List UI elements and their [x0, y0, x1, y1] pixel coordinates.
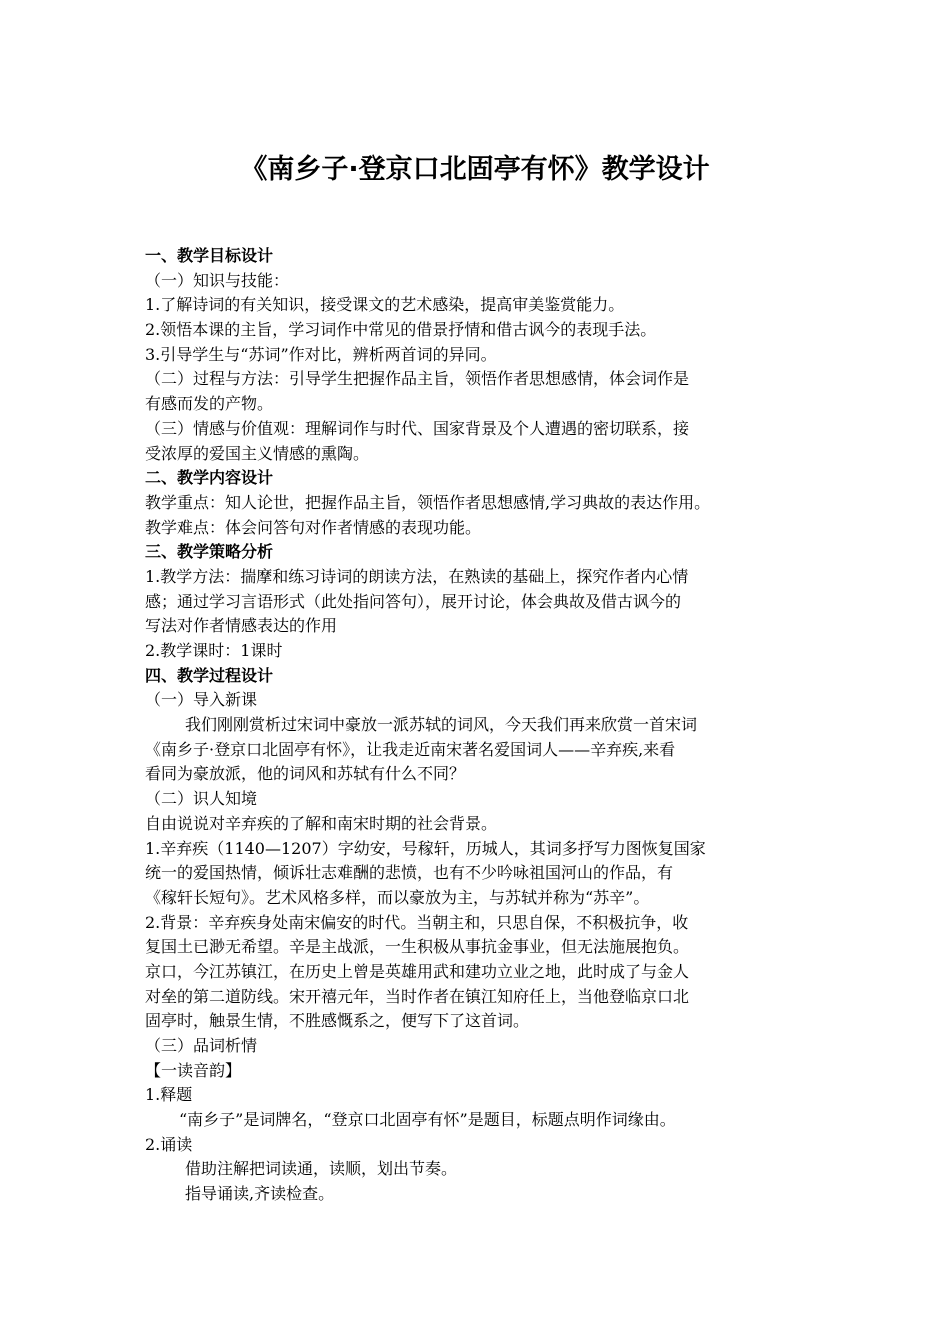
text-line: （三）情感与价值观：理解词作与时代、国家背景及个人遭遇的密切联系，接	[145, 418, 690, 438]
document-title: 《南乡子·登京口北固亭有怀》教学设计	[240, 154, 710, 185]
text-line: 感；通过学习言语形式（此处指问答句），展开讨论，体会典故及借古讽今的	[145, 591, 682, 611]
text-line: （一）知识与技能：	[145, 270, 290, 290]
text-line: 《稼轩长短句》。艺术风格多样，而以豪放为主，与苏轼并称为“苏辛”。	[145, 887, 650, 907]
text-line: 受浓厚的爱国主义情感的熏陶。	[145, 443, 370, 463]
text-line: 1.释题	[145, 1085, 193, 1105]
section-heading: 四、教学过程设计	[145, 665, 274, 685]
section-heading: 一、教学目标设计	[145, 246, 274, 265]
text-line: 3.引导学生与“苏词”作对比，辨析两首词的异同。	[145, 344, 497, 364]
text-line: 有感而发的产物。	[145, 394, 274, 414]
text-line: 自由说说对辛弃疾的了解和南宋时期的社会背景。	[145, 813, 498, 833]
section-heading: 三、教学策略分析	[145, 542, 274, 562]
text-line: 1.教学方法：揣摩和练习诗词的朗读方法，在熟读的基础上，探究作者内心情	[145, 566, 689, 586]
text-line: 1.辛弃疾（1140—1207）字幼安，号稼轩，历城人，其词多抒写力图恢复国家	[145, 838, 706, 858]
text-line: 【一读音韵】	[145, 1060, 242, 1080]
text-line: （二）识人知境	[145, 789, 258, 809]
text-line: 指导诵读,齐读检查。	[185, 1184, 335, 1204]
text-line: 1.了解诗词的有关知识，接受课文的艺术感染，提高审美鉴赏能力。	[145, 295, 625, 315]
text-line: 对垒的第二道防线。宋开禧元年，当时作者在镇江知府任上，当他登临京口北	[145, 986, 690, 1006]
text-line: 京口，今江苏镇江，在历史上曾是英雄用武和建功立业之地，此时成了与金人	[145, 961, 690, 981]
text-line: 我们刚刚赏析过宋词中豪放一派苏轼的词风，今天我们再来欣赏一首宋词	[185, 715, 698, 735]
text-line: 2.教学课时：1课时	[145, 641, 283, 660]
text-line: 写法对作者情感表达的作用	[145, 616, 338, 636]
text-line: （一）导入新课	[145, 690, 258, 710]
text-line: （二）过程与方法：引导学生把握作品主旨，领悟作者思想感情，体会词作是	[145, 369, 690, 389]
text-line: 教学重点：知人论世，把握作品主旨，领悟作者思想感情,学习典故的表达作用。	[145, 492, 711, 512]
text-line: 复国土已渺无希望。辛是主战派，一生积极从事抗金事业，但无法施展抱负。	[145, 937, 690, 957]
text-line: 2.领悟本课的主旨，学习词作中常见的借景抒情和借古讽今的表现手法。	[145, 320, 657, 340]
text-line: （三）品词析情	[145, 1036, 258, 1055]
document-body	[145, 244, 820, 1207]
text-line: 看同为豪放派，他的词风和苏轼有什么不同？	[145, 764, 466, 784]
text-line: “南乡子”是词牌名，“登京口北固亭有怀”是题目，标题点明作词缘由。	[179, 1110, 676, 1130]
text-line: 2.诵读	[145, 1134, 193, 1154]
text-line: 固亭时，触景生情，不胜感慨系之，便写下了这首词。	[145, 1011, 530, 1031]
text-line: 统一的爱国热情，倾诉壮志难酬的悲愤，也有不少吟咏祖国河山的作品，有	[145, 863, 674, 883]
text-line: 教学难点：体会问答句对作者情感的表现功能。	[145, 517, 482, 537]
text-line: 2.背景：辛弃疾身处南宋偏安的时代。当朝主和，只思自保，不积极抗争，收	[145, 912, 689, 932]
text-line: 借助注解把词读通，读顺，划出节奏。	[185, 1159, 458, 1179]
text-line: 《南乡子·登京口北固亭有怀》，让我走近南宋著名爱国词人——辛弃疾,来看	[145, 739, 676, 759]
section-heading: 二、教学内容设计	[145, 468, 274, 488]
